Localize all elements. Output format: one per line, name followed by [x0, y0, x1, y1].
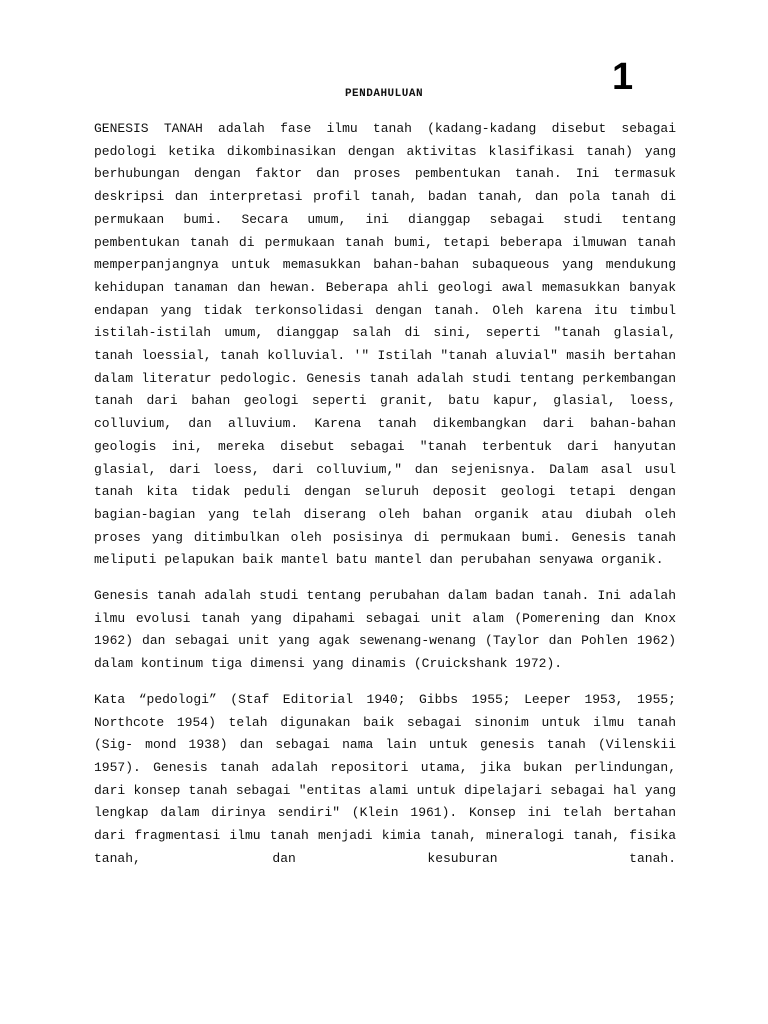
paragraph-1: GENESIS TANAH adalah fase ilmu tanah (kadang-kadang disebut sebagai pedologi ketika dikombinasikan dengan aktivitas klasifikasi tanah) yang berhubungan dengan faktor dan proses pembentukan tanah. Ini termasuk deskripsi dan interpretasi profil tanah, badan tanah, dan pola tanah di permukaan bumi. Secara umum, ini dianggap sebagai studi tentang pembentukan tanah di permukaan tanah bumi, tetapi beberapa ilmuwan tanah memperpanjangnya untuk memasukkan bahan-bahan subaqueous yang mendukung kehidupan tanaman dan hewan. Beberapa ahli geologi awal memasukkan banyak endapan yang tidak terkonsolidasi dengan tanah. Oleh karena itu timbul istilah-istilah umum, dianggap salah di sini, seperti "tanah glasial, tanah loessial, tanah kolluvial. '" Istilah "tanah aluvial" masih bertahan dalam literatur pedologic. Genesis tanah adalah studi tentang perkembangan tanah dari bahan geologi seperti granit, batu kapur, glasial, loess, colluvium, dan alluvium. Karena tanah dikembangkan dari bahan-bahan geologis ini, mereka disebut sebagai "tanah terbentuk dari hanyutan glasial, dari loess, dari colluvium," dan sejenisnya. Dalam asal usul tanah kita tidak peduli dengan seluruh deposit geologi tetapi dengan bagian-bagian yang telah diserang oleh bahan organik atau diubah oleh proses yang ditimbulkan oleh posisinya di permukaan bumi. Genesis tanah meliputi pelapukan baik mantel batu mantel dan perubahan senyawa organik.: [94, 121, 676, 568]
page-title: PENDAHULUAN: [344, 88, 424, 100]
body-text: [94, 118, 676, 884]
paragraph-2: Genesis tanah adalah studi tentang perubahan dalam badan tanah. Ini adalah ilmu evolusi tanah yang dipahami sebagai unit alam (Pomerening dan Knox 1962) dan sebagai unit yang agak sewenang-wenang (Taylor dan Pohlen 1962) dalam kontinum tiga dimensi yang dinamis (Cruickshank 1972).: [94, 588, 676, 672]
page-number: 1: [612, 56, 634, 98]
paragraph-3: Kata “pedologi” (Staf Editorial 1940; Gibbs 1955; Leeper 1953, 1955; Northcote 1954) telah digunakan baik sebagai sinonim untuk ilmu tanah (Sig- mond 1938) dan sebagai nama lain untuk genesis tanah (Vilenskii 1957). Genesis tanah adalah repositori utama, jika bukan perlindungan, dari konsep tanah sebagai "entitas alami untuk dipelajari sebagai hal yang lengkap dalam dirinya sendiri" (Klein 1961). Konsep ini telah bertahan dari fragmentasi ilmu tanah menjadi kimia tanah, mineralogi tanah, fisika tanah, dan kesuburan tanah.: [94, 691, 676, 866]
